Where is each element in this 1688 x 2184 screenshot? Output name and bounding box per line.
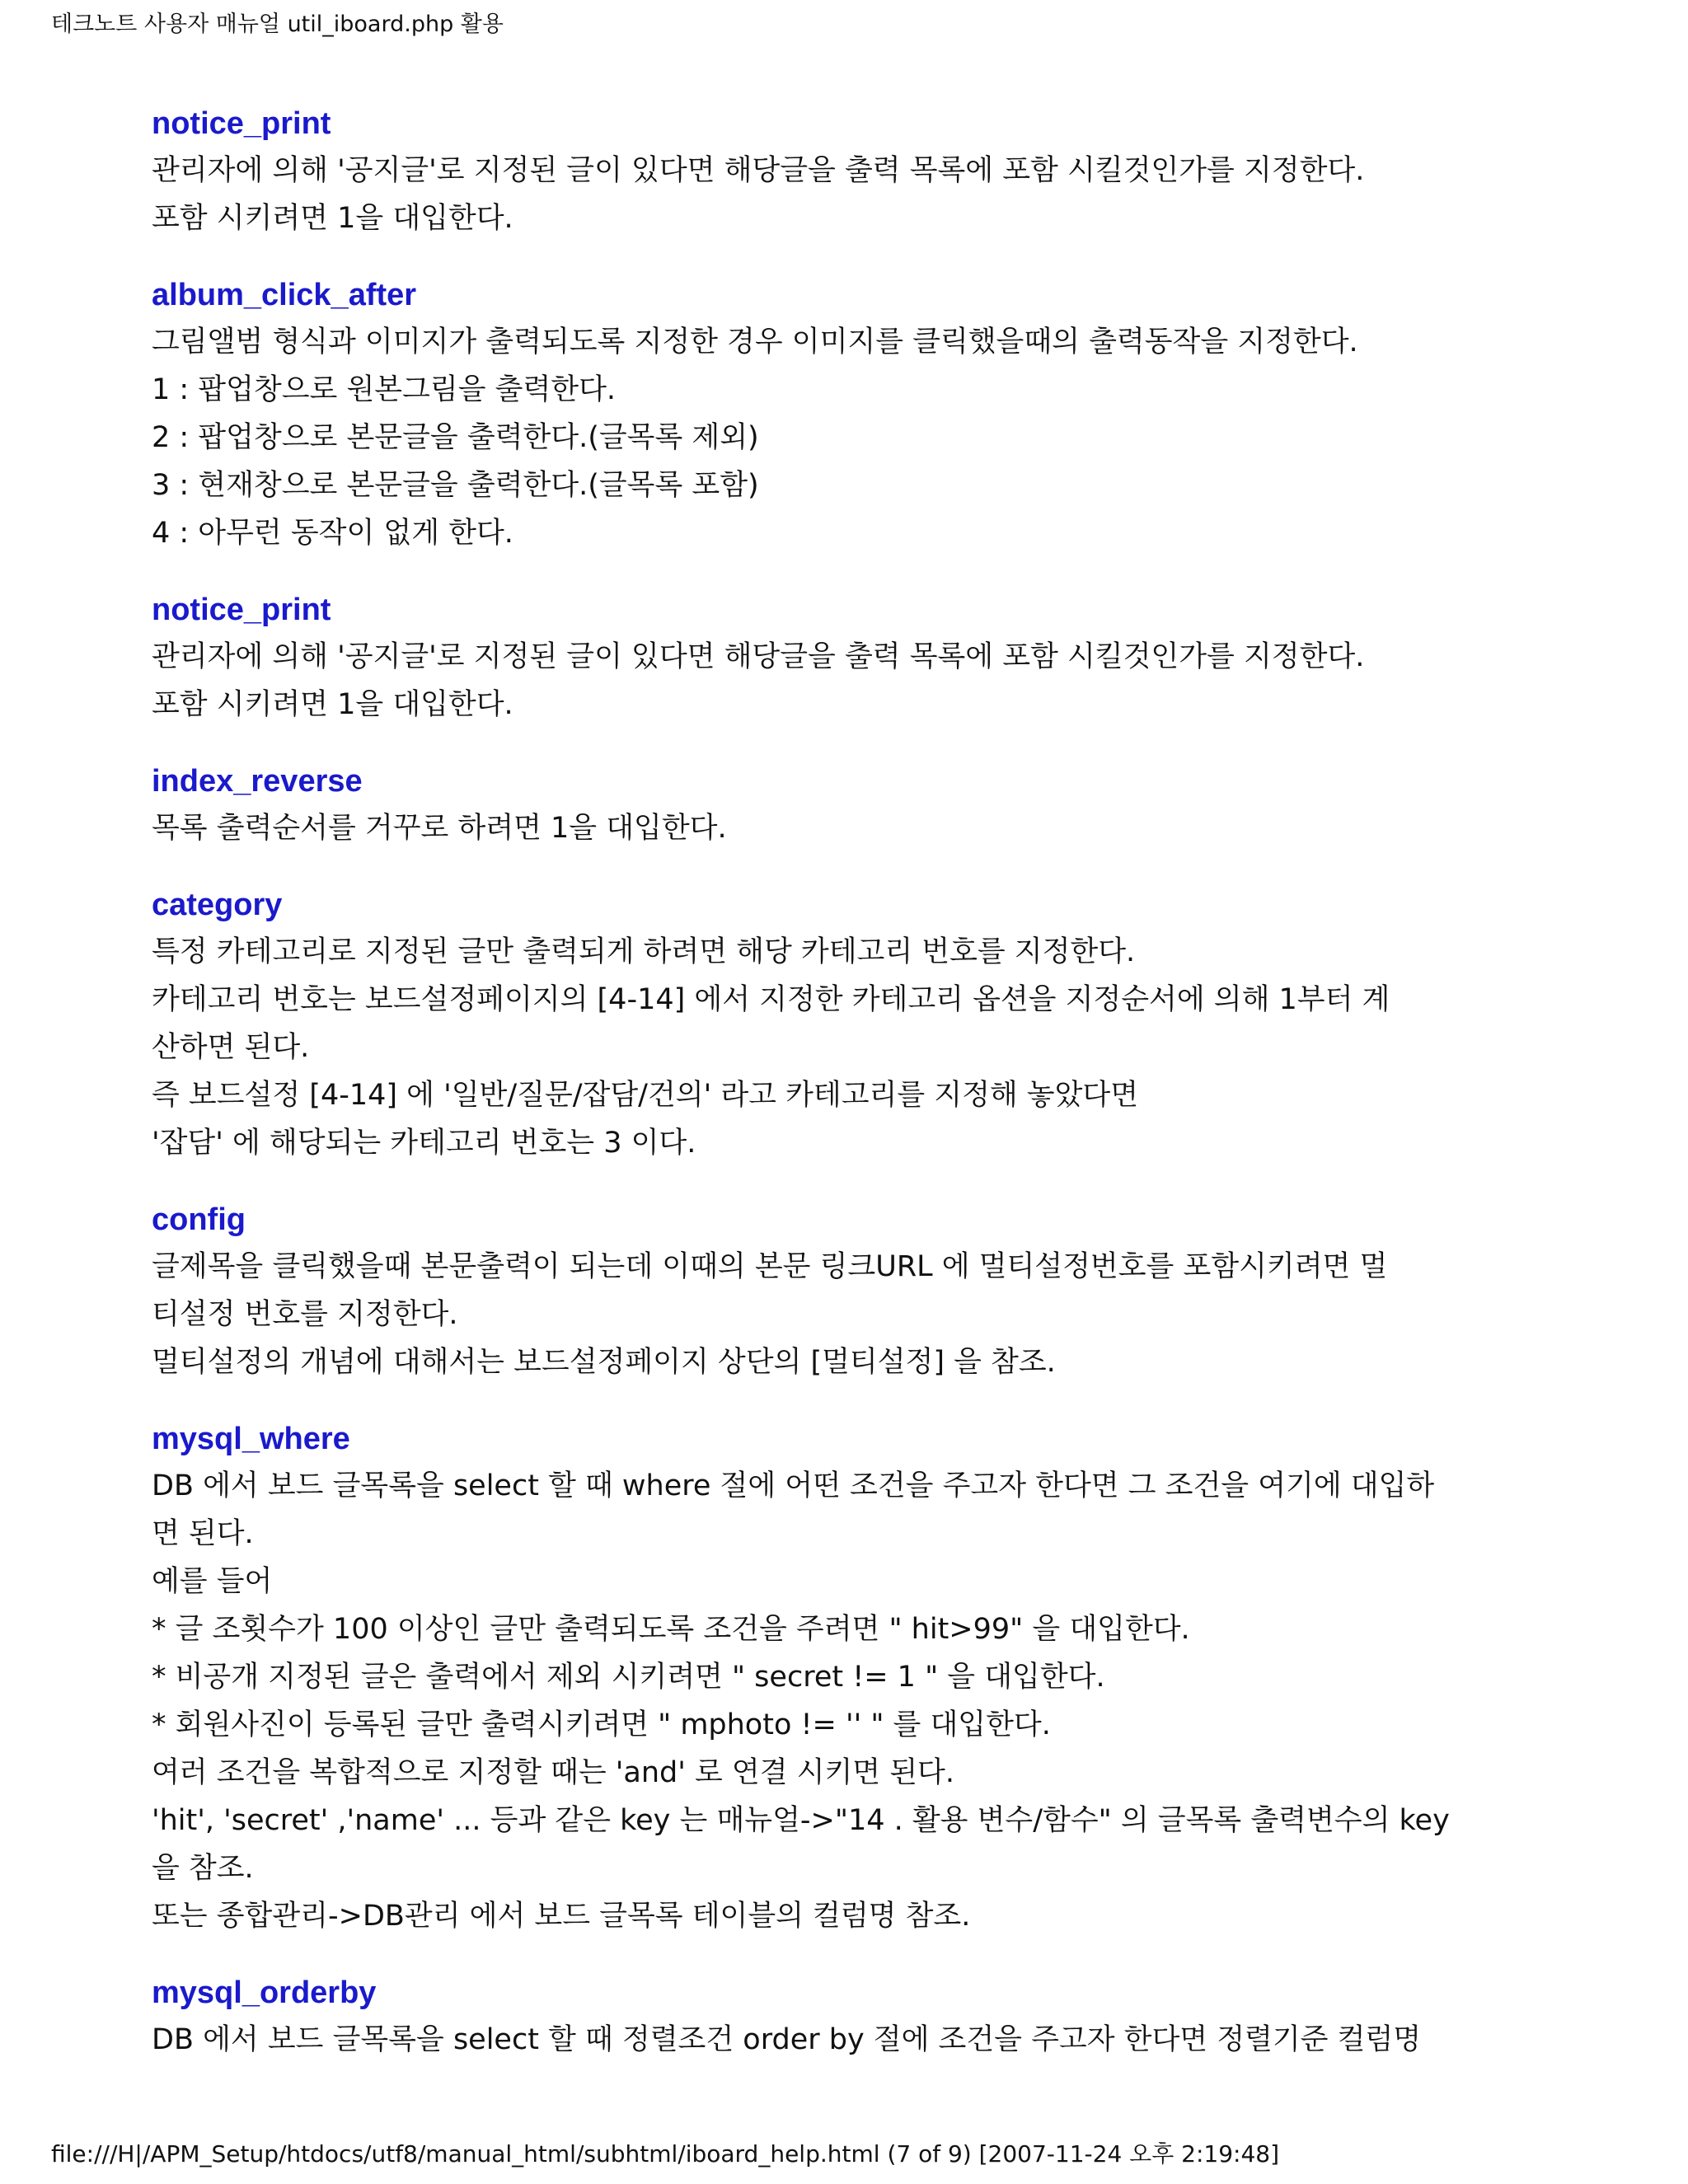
- section-title: config: [152, 1202, 246, 1237]
- description-line: 산하면 된다.: [152, 1031, 310, 1064]
- section-mysql-where: [152, 1416, 1553, 1940]
- option-line: 4 : 아무런 동작이 없게 한다.: [152, 517, 513, 550]
- section-notice-print: [152, 101, 1553, 242]
- section-title: index_reverse: [152, 764, 363, 799]
- section-title: album_click_after: [152, 278, 417, 312]
- description-line: 티설정 번호를 지정한다.: [152, 1298, 458, 1331]
- description-line: 을 참조.: [152, 1852, 254, 1885]
- section-config: [152, 1197, 1553, 1386]
- description-line: 특정 카테고리로 지정된 글만 출력되게 하려면 해당 카테고리 번호를 지정한다.: [152, 935, 1136, 968]
- section-notice-print-repeat: [152, 587, 1553, 729]
- description-line: '잡담' 에 해당되는 카테고리 번호는 3 이다.: [152, 1127, 696, 1160]
- description-line: 면 된다.: [152, 1517, 254, 1550]
- description-line: 'hit', 'secret' ,'name' ... 등과 같은 key 는 매뉴얼->"14 . 활용 변수/함수" 의 글목록 출력변수의 key: [152, 1804, 1450, 1837]
- option-line: 3 : 현재창으로 본문글을 출력한다.(글목록 포함): [152, 469, 759, 502]
- section-mysql-orderby: [152, 1970, 1553, 2064]
- description-line: 여러 조건을 복합적으로 지정할 때는 'and' 로 연결 시키면 된다.: [152, 1756, 954, 1789]
- section-title: mysql_where: [152, 1422, 350, 1456]
- description-line: 예를 들어: [152, 1565, 273, 1598]
- section-title: notice_print: [152, 106, 331, 141]
- section-title: category: [152, 888, 283, 922]
- description-line: 글제목을 클릭했을때 본문출력이 되는데 이때의 본문 링크URL 에 멀티설정번호를 포함시키려면 멀: [152, 1250, 1388, 1283]
- page-footer: file:///H|/APM_Setup/htdocs/utf8/manual_html/subhtml/iboard_help.html (7 of 9) [2007-11-24 오후 2:19:48]: [51, 2140, 1280, 2168]
- description-line: 포함 시키려면 1을 대입한다.: [152, 202, 513, 235]
- example-line: * 회원사진이 등록된 글만 출력시키려면 " mphoto != '' " 를 대입한다.: [152, 1708, 1051, 1741]
- example-line: * 비공개 지정된 글은 출력에서 제외 시키려면 " secret != 1 " 을 대입한다.: [152, 1661, 1105, 1694]
- description-line: 멀티설정의 개념에 대해서는 보드설정페이지 상단의 [멀티설정] 을 참조.: [152, 1346, 1056, 1379]
- description-line: 포함 시키려면 1을 대입한다.: [152, 688, 513, 721]
- description-line: 즉 보드설정 [4-14] 에 '일반/질문/잡담/건의' 라고 카테고리를 지정해 놓았다면: [152, 1079, 1139, 1112]
- manual-content: [152, 101, 1553, 2093]
- description-line: 목록 출력순서를 거꾸로 하려면 1을 대입한다.: [152, 812, 727, 845]
- example-line: * 글 조횟수가 100 이상인 글만 출력되도록 조건을 주려면 " hit>99" 을 대입한다.: [152, 1613, 1190, 1646]
- description-line: DB 에서 보드 글목록을 select 할 때 where 절에 어떤 조건을 주고자 한다면 그 조건을 여기에 대입하: [152, 1469, 1435, 1502]
- page-header: 테크노트 사용자 매뉴얼 util_iboard.php 활용: [51, 12, 504, 37]
- description-line: 관리자에 의해 '공지글'로 지정된 글이 있다면 해당글을 출력 목록에 포함 시킬것인가를 지정한다.: [152, 640, 1365, 673]
- section-title: notice_print: [152, 593, 331, 627]
- option-line: 2 : 팝업창으로 본문글을 출력한다.(글목록 제외): [152, 421, 759, 454]
- section-album-click-after: [152, 272, 1553, 557]
- section-title: mysql_orderby: [152, 1975, 377, 2010]
- description-line: 그림앨범 형식과 이미지가 출력되도록 지정한 경우 이미지를 클릭했을때의 출력동작을 지정한다.: [152, 326, 1358, 359]
- description-line: 카테고리 번호는 보드설정페이지의 [4-14] 에서 지정한 카테고리 옵션을 지정순서에 의해 1부터 계: [152, 983, 1390, 1016]
- description-line: DB 에서 보드 글목록을 select 할 때 정렬조건 order by 절에 조건을 주고자 한다면 정렬기준 컬럼명: [152, 2023, 1422, 2056]
- section-index-reverse: [152, 758, 1553, 852]
- description-line: 관리자에 의해 '공지글'로 지정된 글이 있다면 해당글을 출력 목록에 포함 시킬것인가를 지정한다.: [152, 154, 1365, 187]
- description-line: 또는 종합관리->DB관리 에서 보드 글목록 테이블의 컬럼명 참조.: [152, 1900, 971, 1933]
- section-category: [152, 882, 1553, 1167]
- option-line: 1 : 팝업창으로 원본그림을 출력한다.: [152, 373, 617, 406]
